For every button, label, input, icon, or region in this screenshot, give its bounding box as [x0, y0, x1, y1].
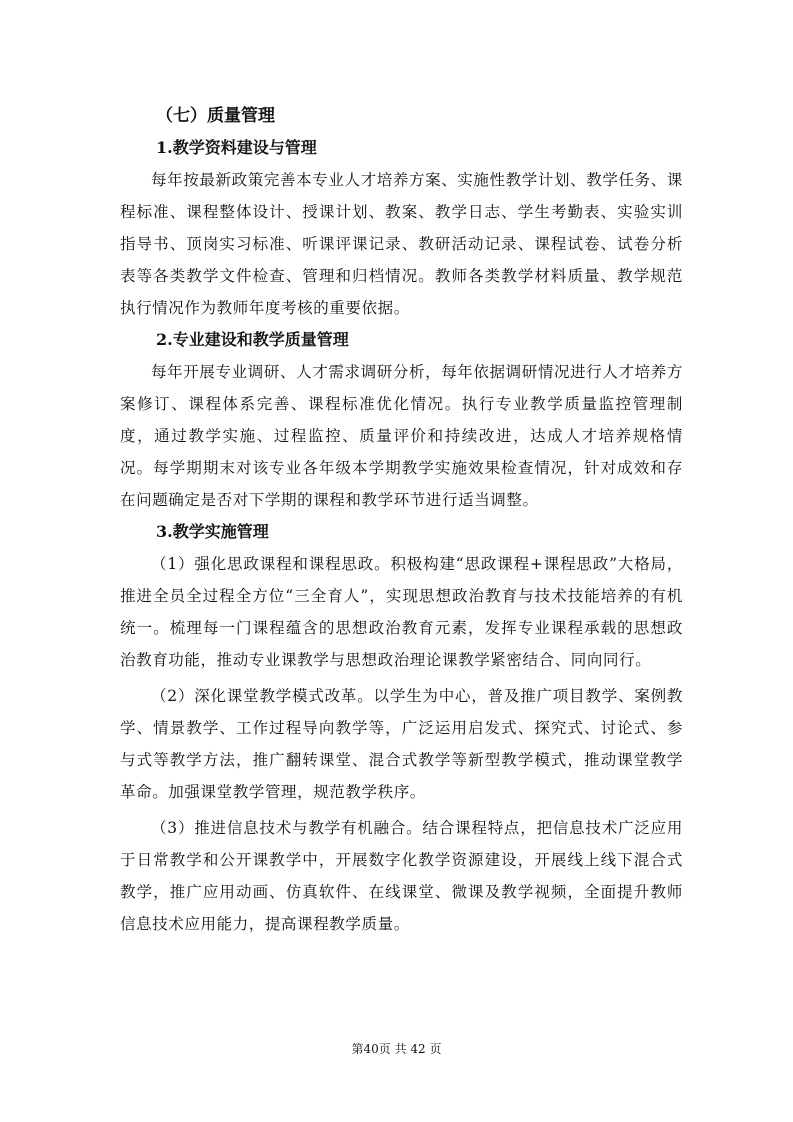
- subsection-title-3: 3.教学实施管理: [156, 522, 269, 541]
- paragraph: （2）深化课堂教学模式改革。以学生为中心，普及推广项目教学、案例教学、情景教学、工作过程导向教学等，广泛运用启发式、探究式、讨论式、参与式等教学方法，推广翻转课堂、混合式教学等新型教学模式，推动课堂教学革命。加强课堂教学管理，规范教学秩序。: [120, 687, 683, 801]
- paragraph: 每年开展专业调研、人才需求调研分析，每年依据调研情况进行人才培养方案修订、课程体系完善、课程标准优化情况。执行专业教学质量监控管理制度，通过教学实施、过程监控、质量评价和持续改进，达成人才培养规格情况。每学期期末对该专业各年级本学期教学实施效果检查情况，针对成效和存在问题确定是否对下学期的课程和教学环节进行适当调整。: [120, 363, 683, 509]
- page-content: [120, 100, 683, 940]
- paragraph: 每年按最新政策完善本专业人才培养方案、实施性教学计划、教学任务、课程标准、课程整体设计、授课计划、教案、教学日志、学生考勤表、实验实训指导书、顶岗实习标准、听课评课记录、教研活动记录、课程试卷、试卷分析表等各类教学文件检查、管理和归档情况。教师各类教学材料质量、教学规范执行情况作为教师年度考核的重要依据。: [120, 171, 683, 317]
- paragraph: （3）推进信息技术与教学有机融合。结合课程特点，把信息技术广泛应用于日常教学和公开课教学中，开展数字化教学资源建设，开展线上线下混合式教学，推广应用动画、仿真软件、在线课堂、微课及教学视频，全面提升教师信息技术应用能力，提高课程教学质量。: [120, 819, 683, 933]
- paragraph: （1）强化思政课程和课程思政。积极构建“思政课程+课程思政”大格局，推进全员全过程全方位“三全育人”，实现思想政治教育与技术技能培养的有机统一。梳理每一门课程蕴含的思想政治教育元素，发挥专业课程承载的思想政治教育功能，推动专业课教学与思想政治理论课教学紧密结合、同向同行。: [120, 555, 683, 669]
- section-heading: （七）质量管理: [156, 106, 275, 126]
- subsection-title-2: 2.专业建设和教学质量管理: [156, 330, 349, 349]
- subsection-title-1: 1.教学资料建设与管理: [156, 138, 317, 157]
- page-footer: 第40页 共 42 页: [351, 1042, 442, 1056]
